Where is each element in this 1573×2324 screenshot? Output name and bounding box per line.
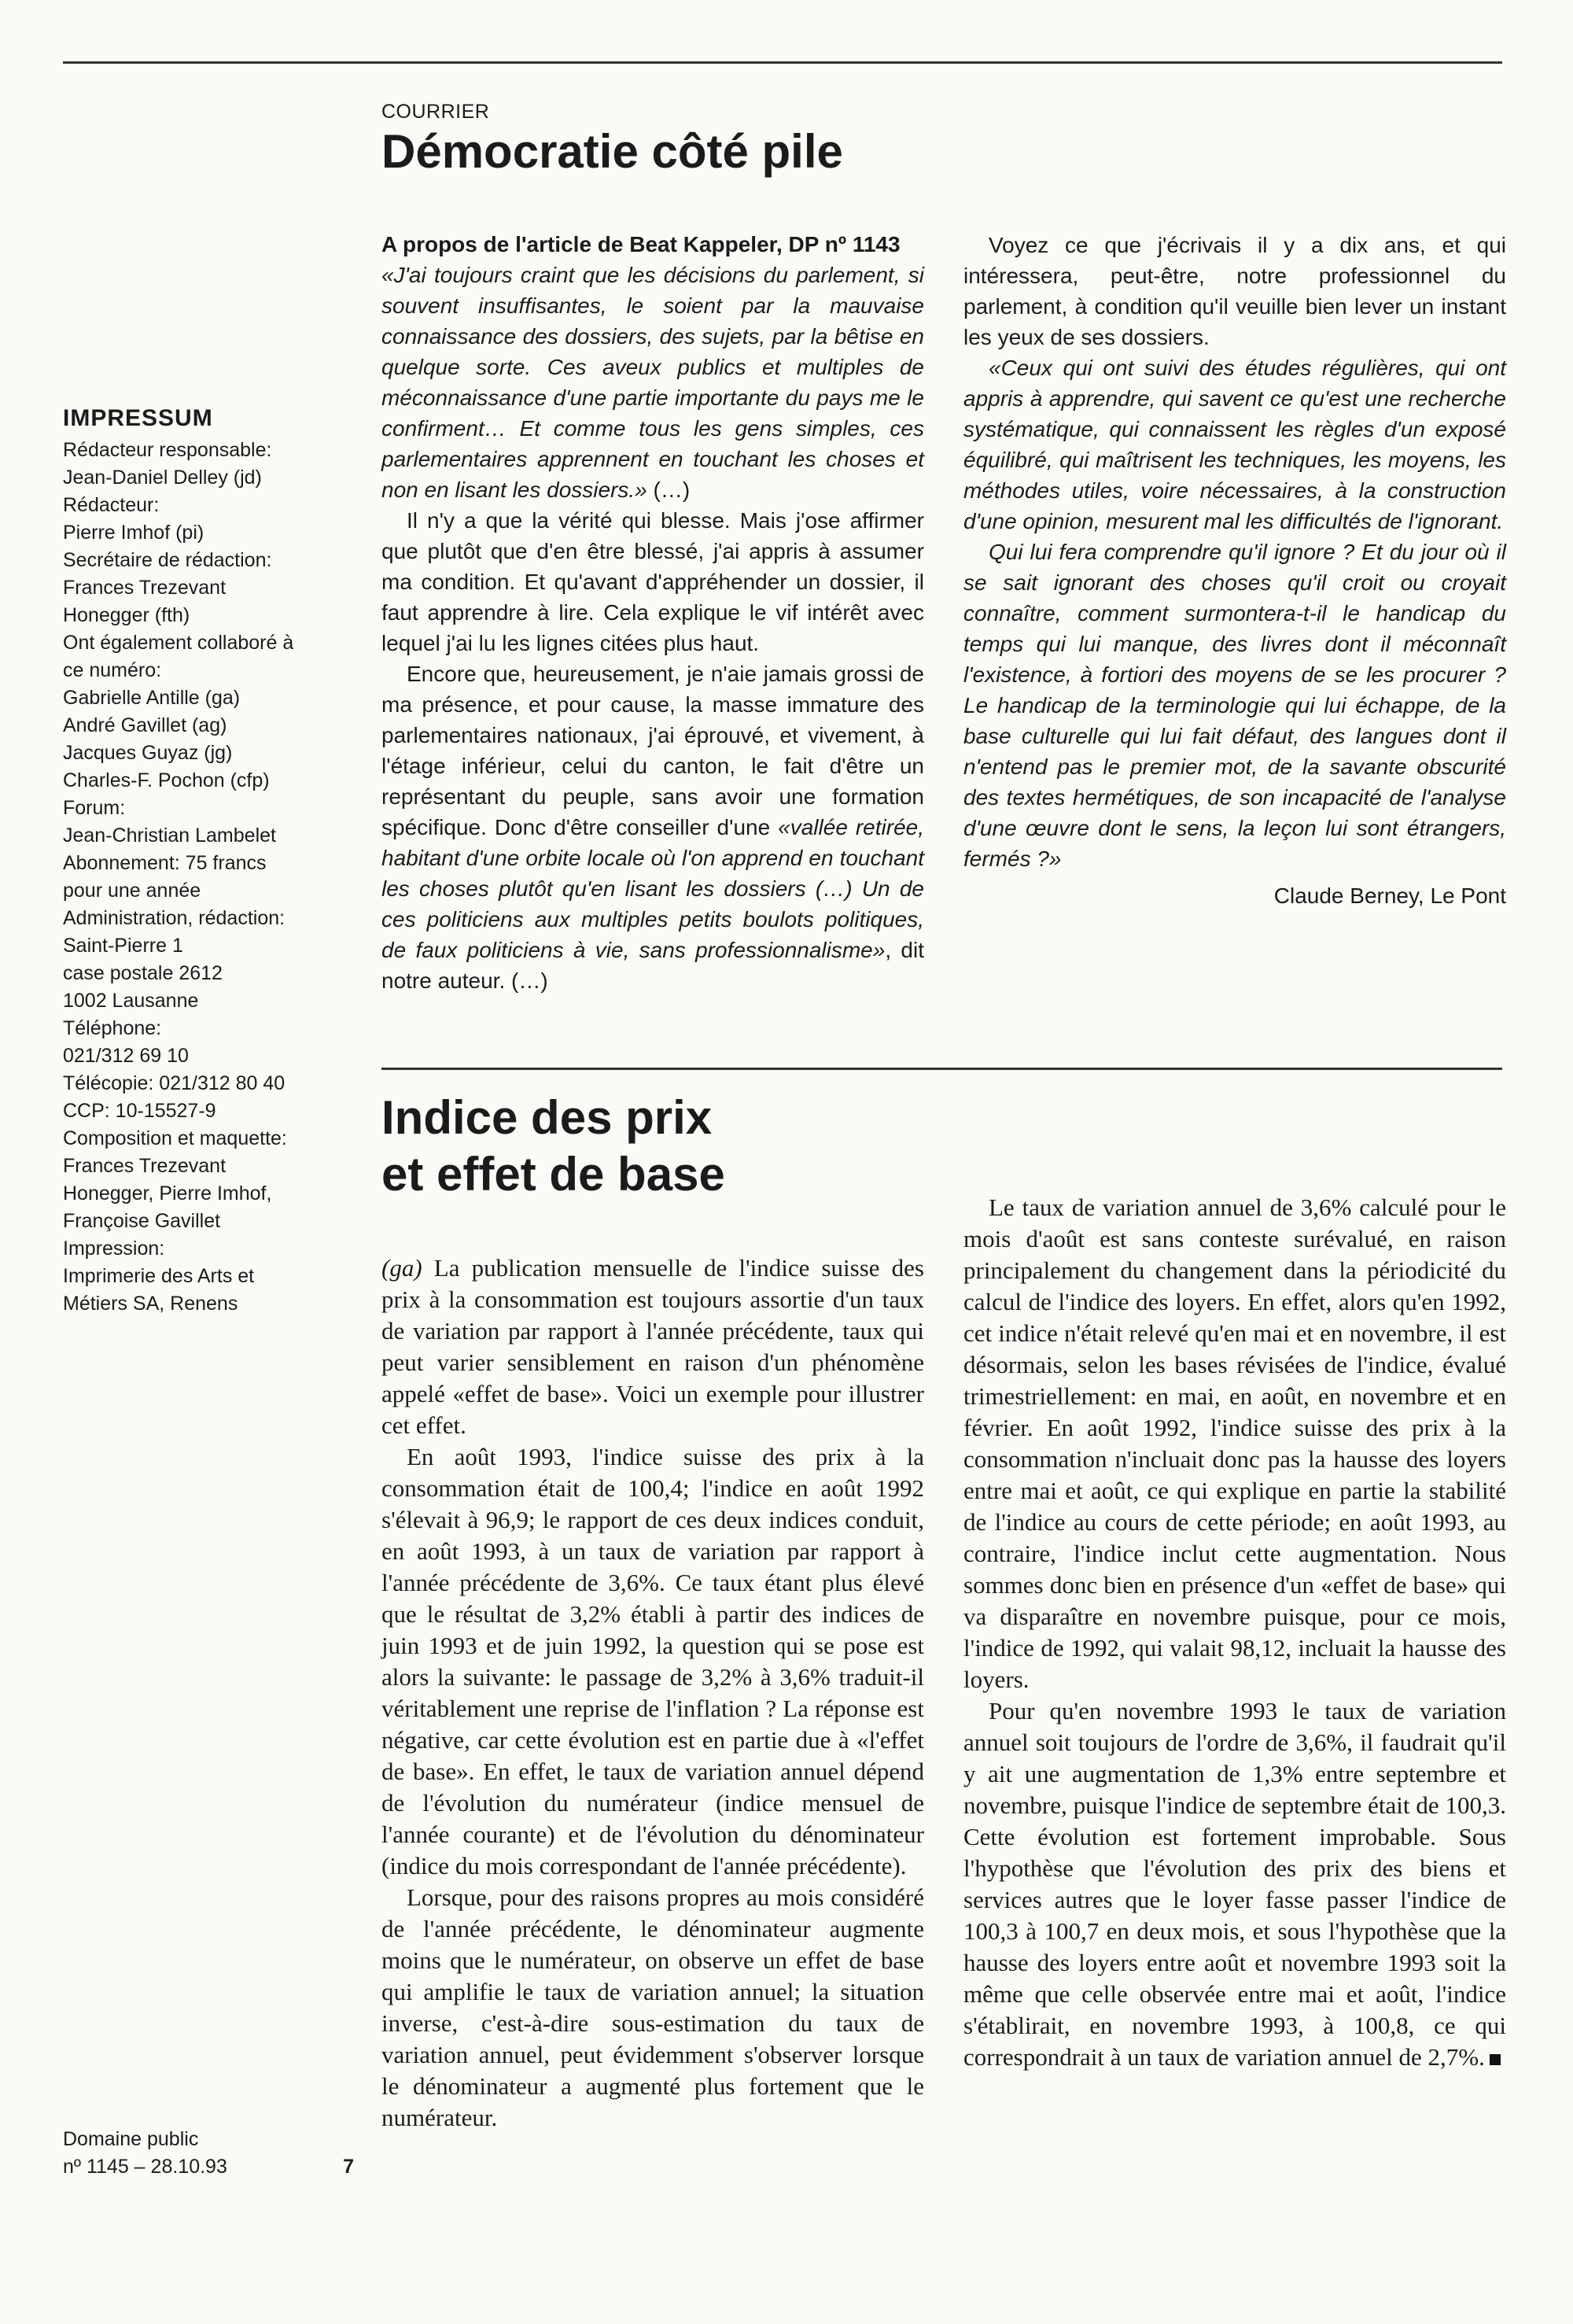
paragraph: Le taux de variation annuel de 3,6% calculé pour le mois d'août est sans conteste surévalué, en raison principalement du changement dans la périodicité du calcul de l'indice des loyers. En effet, alors qu'en 1992, cet indice n'était relevé qu'en mai et en novembre, il est désormais, selon les bases révisées de l'indice, évalué trimestriellement: en mai, en août, en novembre et en février. En août 1992, l'indice suisse des prix à la consommation n'incluait donc pas la hausse des loyers entre mai et août, ce qui explique en partie la stabilité de l'indice au cours de cette période; en août 1993, au contraire, l'indice inclut cette augmentation. Nous sommes donc bien en présence d'un «effet de base» qui va disparaître en novembre puisque, pour ce mois, l'indice de 1992, qui valait 98,12, incluait la hausse des loyers. [963,1193,1506,1693]
impressum-line: Jacques Guyaz (jg) [63,742,233,764]
quote-paragraph: Qui lui fera comprendre qu'il ignore ? Et du jour où il se sait ignorant des choses qu'il croit ou croyait connaître, comment surmontera-t-il le handicap du temps qui lui manque, des livres dont il méconnaît l'existence, à fortiori des moyens de se les procurer ? Le handicap de la terminologie qui lui échappe, de la base culturelle qui lui fait défaut, des langues dont il n'entend pas le premier mot, de la savante obscurité des textes hermétiques, de son incapacité de l'analyse d'une œuvre dont le sens, la leçon lui sont étrangers, fermés ?» [963,540,1506,871]
article-lead: A propos de l'article de Beat Kappeler, DP nº 1143 [381,232,901,256]
paragraph: Lorsque, pour des raisons propres au mois considéré de l'année précédente, le dénominateur augmente moins que le numérateur, on observe un effet de base qui amplifie le taux de variation annuel; la situation inverse, c'est-à-dire sous-estimation du taux de variation annuel, peut évidemment s'observer lorsque le dénominateur a augmenté plus fortement que le numérateur. [381,1883,924,2131]
impressum-line: 021/312 69 10 [63,1045,189,1067]
courrier-column-1 [381,230,924,996]
page-number: 7 [343,2156,354,2178]
section-kicker: COURRIER [381,101,490,123]
impressum-line: Frances Trezevant [63,1155,227,1177]
impressum-line: Françoise Gavillet [63,1210,221,1232]
section-rule [381,1068,1502,1070]
impressum-line: Jean-Daniel Delley (jd) [63,467,262,489]
paragraph: (ga) La publication mensuelle de l'indice suisse des prix à la consommation est toujours assortie d'un taux de variation par rapport à l'année précédente, taux qui peut varier sensiblement en raison d'un phénomène appelé «effet de base». Voici un exemple pour illustrer cet effet. [381,1254,924,1439]
impressum-line: Métiers SA, Renens [63,1293,238,1315]
paragraph: Encore que, heureusement, je n'aie jamais grossi de ma présence, et pour cause, la masse immature des parlementaires nationaux, j'ai éprouvé, et vivement, à l'étage inférieur, celui du canton, le fait d'être un représentant du peuple, sans avoir une formation spécifique. Donc d'être conseiller d'une «vallée retirée, habitant d'une orbite locale où l'on apprend en touchant les choses plutôt qu'en lisant les dossiers (…) Un de ces politiciens aux multiples petits boulots politiques, de faux politiciens à vie, sans professionnalisme», dit notre auteur. (…) [381,662,925,993]
impressum-line: Pierre Imhof (pi) [63,522,204,544]
indice-column-2 [963,1192,1506,2073]
indice-column-1 [381,1252,924,2134]
impressum-line: Honegger (fth) [63,604,190,626]
impressum-line: Saint-Pierre 1 [63,935,183,957]
paragraph: Pour qu'en novembre 1993 le taux de variation annuel soit toujours de l'ordre de 3,6%, il faudrait qu'il y ait une augmentation de 1,3% entre septembre et novembre, puisque l'indice de septembre était de 100,3. Cette évolution est fortement improbable. Sous l'hypothèse que l'évolution des prix des biens et services autres que le loyer fasse passer l'indice de 100,3 à 100,7 en deux mois, et sous l'hypothèse que la hausse des loyers entre août et novembre 1993 soit la même que celle observée entre mai et août, l'indice s'établirait, en novembre 1993, à 100,8, ce qui correspondrait à un taux de variation annuel de 2,7%. [963,1697,1506,2071]
impressum-line: ce numéro: [63,659,162,681]
impressum-line: Télécopie: 021/312 80 40 [63,1072,285,1094]
signature: Claude Berney, Le Pont [1273,883,1506,908]
impressum [63,405,346,1318]
impressum-line: pour une année [63,880,201,902]
impressum-line: case postale 2612 [63,962,223,984]
issue-number: nº 1145 – 28.10.93 [63,2156,227,2178]
end-of-article-mark [1490,2054,1501,2065]
impressum-lines [63,437,346,1318]
impressum-line: CCP: 10-15527-9 [63,1100,216,1122]
paragraph: Voyez ce que j'écrivais il y a dix ans, et qui intéressera, peut-être, notre professionnel du parlement, à condition qu'il veuille bien lever un instant les yeux de ses dossiers. [963,233,1506,349]
indice-header [381,1090,932,1203]
impressum-line: Jean-Christian Lambelet [63,824,276,847]
impressum-line: Rédacteur responsable: [63,439,272,461]
impressum-line: Abonnement: 75 francs [63,852,267,874]
impressum-line: 1002 Lausanne [63,990,199,1012]
article-title-line-1: Indice des prix [381,1091,713,1144]
publication-name: Domaine public [63,2128,199,2150]
impressum-title: IMPRESSUM [63,405,213,431]
impressum-line: Composition et maquette: [63,1127,287,1149]
impressum-line: Forum: [63,797,126,819]
paragraph: Il n'y a que la vérité qui blesse. Mais j'ose affirmer que plutôt que d'en être blessé, j'ai appris à assumer ma condition. Et qu'avant d'appréhender un dossier, il faut apprendre à lire. Cela explique le vif intérêt avec lequel j'ai lu les lignes citées plus haut. [381,508,924,655]
impressum-line: Rédacteur: [63,494,160,516]
impressum-line: Ont également collaboré à [63,632,294,654]
author-tag: (ga) [381,1254,422,1282]
impressum-line: Impression: [63,1238,165,1260]
courrier-column-2 [963,230,1506,912]
paragraph: En août 1993, l'indice suisse des prix à la consommation était de 100,4; l'indice en août 1992 s'élevait à 96,9; le rapport de ces deux indices conduit, en août 1993, à un taux de variation par rapport à l'année précédente de 3,6%. Ce taux étant plus élevé que le résultat de 3,2% établi à partir des indices de juin 1993 et de juin 1992, la question qui se pose est alors la suivante: le passage de 3,2% à 3,6% traduit-il véritablement une reprise de l'inflation ? La réponse est négative, car cette évolution est en partie due à «l'effet de base». En effet, le taux de variation annuel dépend de l'évolution du numérateur (indice mensuel de l'année courante) et de l'évolution du dénominateur (indice du mois correspondant de l'année précédente). [381,1443,924,1879]
impressum-line: Secrétaire de rédaction: [63,549,272,571]
impressum-line: Gabrielle Antille (ga) [63,687,241,709]
article-title-line-2: et effet de base [381,1148,725,1201]
top-rule [63,61,1502,64]
impressum-line: Honegger, Pierre Imhof, [63,1182,272,1204]
quote-paragraph: «J'ai toujours craint que les décisions du parlement, si souvent insuffisantes, le soient par la mauvaise connaissance des dossiers, des sujets, par la bêtise en quelque sorte. Ces aveux publics et multiples de méconnaissance d'une partie importante du pays me le confirment… Et comme tous les gens simples, ces parlementaires apprennent en touchant les choses et non en lisant les dossiers.» (…) [381,263,924,502]
impressum-line: Administration, rédaction: [63,907,285,929]
courrier-header [381,101,932,180]
article-title: Démocratie côté pile [381,125,843,178]
impressum-line: Imprimerie des Arts et [63,1265,255,1287]
impressum-line: André Gavillet (ag) [63,714,227,736]
impressum-line: Téléphone: [63,1017,162,1039]
page-footer [63,2126,354,2181]
quote-paragraph: «Ceux qui ont suivi des études régulières, qui ont appris à apprendre, qui savent ce qu'est une recherche systématique, qui connaissent les règles d'un exposé équilibré, qui maîtrisent les techniques, les moyens, les méthodes utiles, voire nécessaires, à la construction d'une opinion, mesurent mal les difficultés de l'ignorant. [963,356,1506,533]
impressum-line: Charles-F. Pochon (cfp) [63,769,270,791]
impressum-line: Frances Trezevant [63,577,227,599]
